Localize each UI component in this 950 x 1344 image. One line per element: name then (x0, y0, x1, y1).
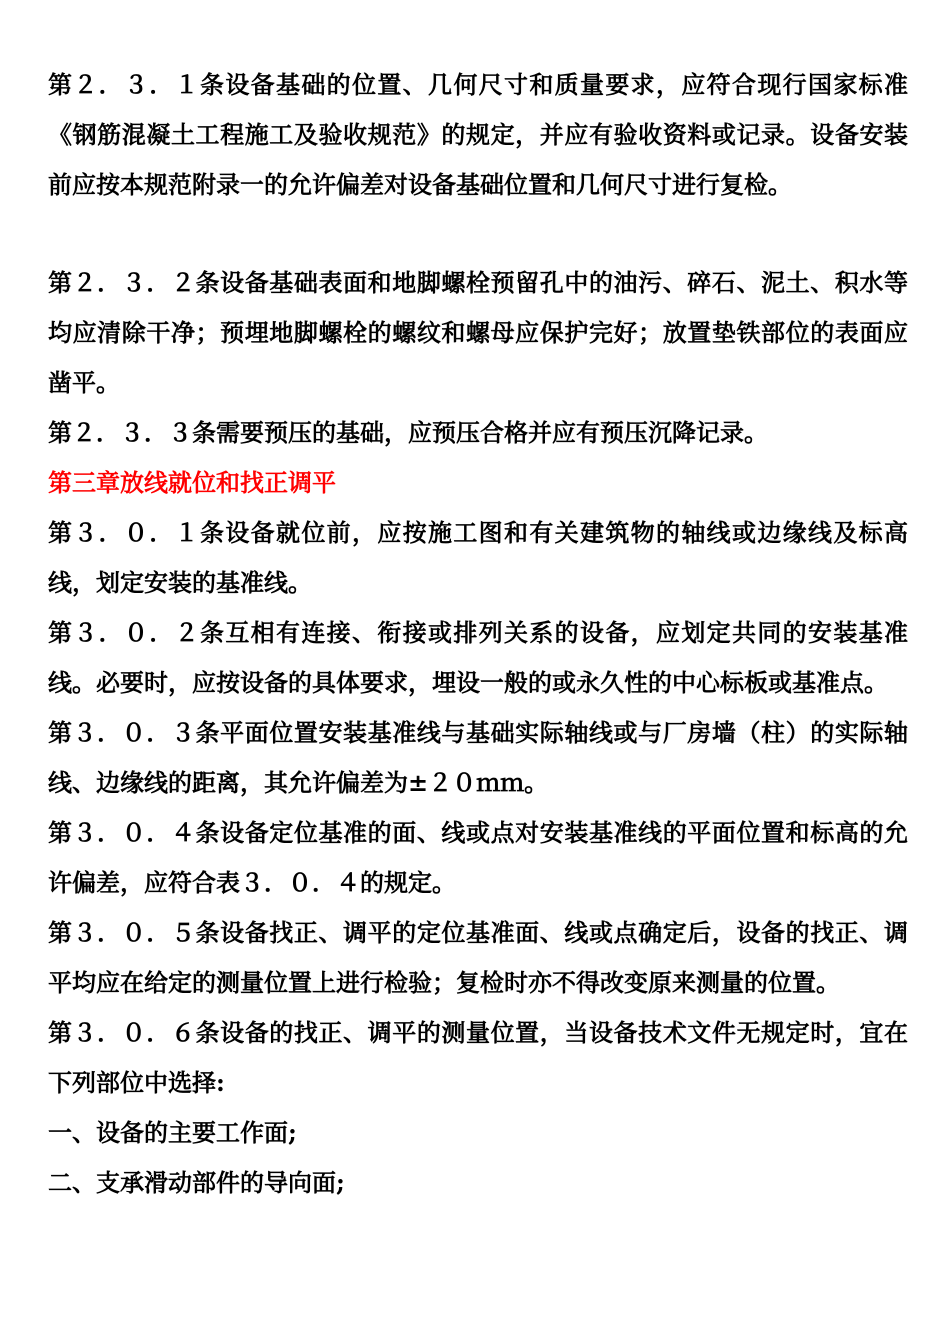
list-item-1: 一、设备的主要工作面; (48, 1118, 297, 1147)
clause-2-3-1-paragraph: 第２．３．１条设备基础的位置、几何尺寸和质量要求，应符合现行国家标准《钢筋混凝土工程施工及验收规范》的规定，并应有验收资料或记录。设备安装前应按本规范附录一的允许偏差对设备基础位置和几何尺寸进行复检。 (48, 70, 908, 199)
clause-3-0-4-paragraph: 第３．０．４条设备定位基准的面、线或点对安装基准线的平面位置和标高的允许偏差，应符合表３．０．４的规定。 (48, 818, 908, 897)
clause-3-0-2-paragraph: 第３．０．２条互相有连接、衔接或排列关系的设备，应划定共同的安装基准线。必要时，应按设备的具体要求，埋设一般的或永久性的中心标板或基准点。 (48, 618, 908, 697)
clause-2-3-2-paragraph: 第２．３．２条设备基础表面和地脚螺栓预留孔中的油污、碎石、泥土、积水等均应清除干净；预埋地脚螺栓的螺纹和螺母应保护完好；放置垫铁部位的表面应凿平。 (48, 268, 908, 397)
clause-3-0-5-paragraph: 第３．０．５条设备找正、调平的定位基准面、线或点确定后，设备的找正、调平均应在给定的测量位置上进行检验；复检时亦不得改变原来测量的位置。 (48, 918, 908, 997)
chapter-3-heading: 第三章放线就位和找正调平 (48, 468, 336, 497)
list-item-2: 二、支承滑动部件的导向面; (48, 1168, 345, 1197)
clause-2-3-3-paragraph: 第２．３．３条需要预压的基础，应预压合格并应有预压沉降记录。 (48, 418, 768, 447)
document-page (48, 60, 908, 1208)
clause-3-0-3-paragraph: 第３．０．３条平面位置安装基准线与基础实际轴线或与厂房墙（柱）的实际轴线、边缘线的距离，其允许偏差为±２０ｍｍ。 (48, 718, 908, 797)
clause-3-0-1-paragraph: 第３．０．１条设备就位前，应按施工图和有关建筑物的轴线或边缘线及标高线，划定安装的基准线。 (48, 518, 908, 597)
clause-3-0-6-paragraph: 第３．０．６条设备的找正、调平的测量位置，当设备技术文件无规定时，宜在下列部位中选择: (48, 1018, 908, 1097)
